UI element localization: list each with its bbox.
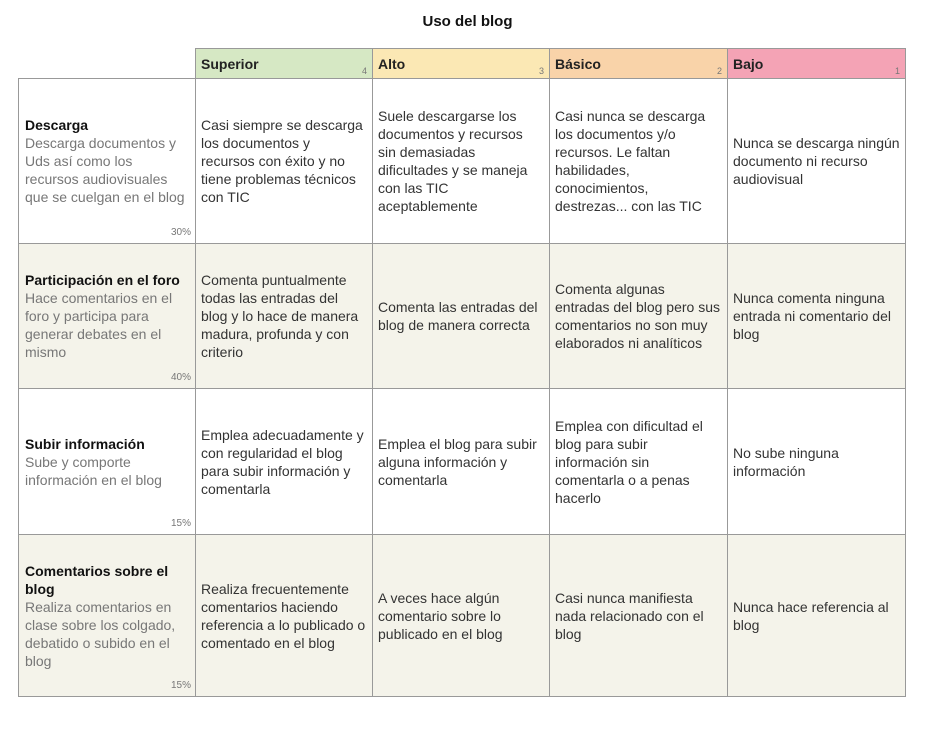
level-header-superior <box>196 49 373 79</box>
criterion-row-descarga <box>19 79 906 244</box>
criterion-name: Descarga <box>25 117 89 133</box>
criterion-description: Descarga documentos y Uds así como los recursos audiovisuales que se cuelgan en el blog <box>25 135 185 205</box>
rubric-cell-superior: Emplea adecuadamente y con regularidad el blog para subir información y comentarla <box>196 389 373 535</box>
rubric-cell-bajo: Nunca hace referencia al blog <box>728 535 906 697</box>
level-header-alto <box>373 49 550 79</box>
criterion-cell <box>19 389 196 535</box>
level-header-basico <box>550 49 728 79</box>
criterion-name: Participación en el foro <box>25 272 180 288</box>
rubric-cell-alto: Emplea el blog para subir alguna información y comentarla <box>373 389 550 535</box>
rubric-cell-basico: Casi nunca manifiesta nada relacionado con el blog <box>550 535 728 697</box>
rubric-cell-basico: Emplea con dificultad el blog para subir información sin comentarla o a penas hacerlo <box>550 389 728 535</box>
rubric-cell-bajo: Nunca comenta ninguna entrada ni comentario del blog <box>728 244 906 389</box>
level-label: Bajo <box>733 56 764 72</box>
rubric-cell-superior: Casi siempre se descarga los documentos y recursos con éxito y no tiene problemas técnicos con TIC <box>196 79 373 244</box>
criterion-row-subir-informacion <box>19 389 906 535</box>
rubric-table <box>18 48 906 697</box>
criterion-weight: 15% <box>170 680 191 691</box>
level-score: 2 <box>716 66 722 76</box>
criterion-cell <box>19 244 196 389</box>
rubric-cell-bajo: Nunca se descarga ningún documento ni recurso audiovisual <box>728 79 906 244</box>
criterion-weight: 40% <box>170 372 191 383</box>
criterion-description: Sube y comporte información en el blog <box>25 453 162 488</box>
level-label: Básico <box>555 56 601 72</box>
rubric-title: Uso del blog <box>422 13 513 30</box>
rubric-cell-alto: Comenta las entradas del blog de manera correcta <box>373 244 550 389</box>
criterion-cell <box>19 535 196 697</box>
rubric-cell-alto: Suele descargarse los documentos y recursos sin demasiadas dificultades y se maneja con las TIC aceptablemente <box>373 79 550 244</box>
criterion-weight: 30% <box>170 227 191 238</box>
rubric-cell-bajo: No sube ninguna información <box>728 389 906 535</box>
criterion-description: Realiza comentarios en clase sobre los colgado, debatido o subido en el blog <box>25 598 176 669</box>
rubric-cell-basico: Casi nunca se descarga los documentos y/o recursos. Le faltan habilidades, conocimientos, destrezas... con las TIC <box>550 79 728 244</box>
criterion-description: Hace comentarios en el foro y participa para generar debates en el mismo <box>25 290 173 360</box>
criterion-cell <box>19 79 196 244</box>
level-score: 1 <box>894 66 900 76</box>
rubric-cell-superior: Realiza frecuentemente comentarios haciendo referencia a lo publicado o comentado en el blog <box>196 535 373 697</box>
rubric-cell-superior: Comenta puntualmente todas las entradas del blog y lo hace de manera madura, profunda y con criterio <box>196 244 373 389</box>
criterion-row-participacion <box>19 244 906 389</box>
header-corner <box>19 49 196 79</box>
header-row <box>19 49 906 79</box>
level-score: 4 <box>361 66 367 76</box>
level-label: Superior <box>201 56 259 72</box>
level-label: Alto <box>378 56 406 72</box>
criterion-name: Comentarios sobre el blog <box>25 562 169 597</box>
criterion-name: Subir información <box>25 435 145 452</box>
rubric-cell-alto: A veces hace algún comentario sobre lo publicado en el blog <box>373 535 550 697</box>
criterion-weight: 15% <box>170 518 191 529</box>
rubric-cell-basico: Comenta algunas entradas del blog pero sus comentarios no son muy elaborados ni analíticos <box>550 244 728 389</box>
level-header-bajo <box>728 49 906 79</box>
criterion-row-comentarios <box>19 535 906 697</box>
level-score: 3 <box>538 66 544 76</box>
